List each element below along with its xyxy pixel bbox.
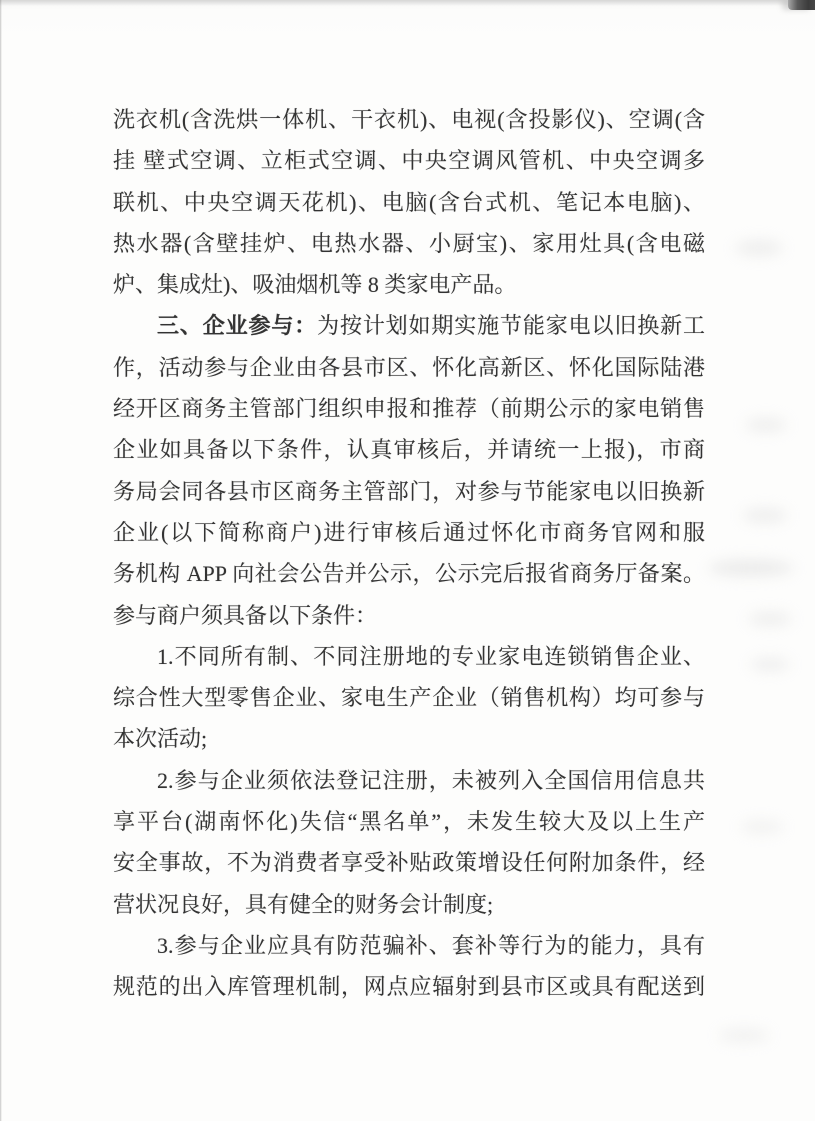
line-text: 企业(以下简称商户)进行审核后通过怀化市商务官网和服	[113, 519, 705, 545]
text-line	[113, 842, 705, 883]
line-text: 务机构 APP 向社会公告并公示，公示完后报省商务厅备案。	[113, 561, 705, 587]
scan-smudge	[745, 418, 787, 432]
line-text: 综合性大型零售企业、家电生产企业（销售机构）均可参与	[113, 685, 705, 711]
line-text: 本次活动;	[113, 726, 208, 752]
text-line	[113, 471, 705, 512]
text-line	[113, 884, 705, 925]
scan-smudge	[718, 1028, 770, 1043]
line-text: 为按计划如期实施节能家电以旧换新工	[317, 313, 705, 339]
text-line	[113, 182, 705, 223]
line-text: 安全事故，不为消费者享受补贴政策增设任何附加条件，经	[113, 850, 705, 876]
line-text: 企业如具备以下条件，认真审核后，并请统一上报)，市商	[113, 437, 705, 463]
line-text: 洗衣机(含洗烘一体机、干衣机)、电视(含投影仪)、空调(含	[113, 107, 705, 132]
text-line	[113, 140, 705, 181]
line-text: 营状况良好，具有健全的财务会计制度;	[113, 891, 494, 917]
line-text: 享平台(湖南怀化)失信“黑名单”，未发生较大及以上生产	[113, 809, 705, 835]
scan-smudge	[735, 240, 783, 256]
scan-corner-artifact	[788, 0, 815, 10]
section-heading-bold: 三、企业参与：	[157, 313, 318, 339]
scan-smudge	[750, 658, 790, 671]
text-line	[113, 595, 705, 636]
text-line	[113, 966, 705, 1007]
list-item-line	[113, 636, 705, 677]
text-line	[113, 801, 705, 842]
line-text: 务局会同各县市区商务主管部门，对参与节能家电以旧换新	[113, 478, 705, 504]
text-line	[113, 553, 705, 594]
line-text: 热水器(含壁挂炉、电热水器、小厨宝)、家用灶具(含电磁	[113, 230, 705, 256]
line-text: 2.参与企业须依法登记注册，未被列入全国信用信息共	[157, 767, 705, 793]
list-item-line	[113, 760, 705, 801]
line-text: 经开区商务主管部门组织申报和推荐（前期公示的家电销售	[113, 396, 705, 422]
scan-left-edge-shadow	[0, 0, 2, 1121]
scan-smudge	[742, 508, 788, 523]
scan-smudge	[748, 612, 792, 626]
line-text: 炉、集成灶)、吸油烟机等 8 类家电产品。	[113, 272, 517, 298]
text-line	[113, 677, 705, 718]
line-text: 参与商户须具备以下条件：	[113, 602, 378, 628]
text-line	[113, 347, 705, 388]
text-line	[113, 429, 705, 470]
document-text-block	[113, 99, 705, 1008]
text-line	[113, 223, 705, 264]
line-text: 规范的出入库管理机制，网点应辐射到县市区或具有配送到	[113, 974, 705, 1000]
scan-smudge	[708, 560, 794, 576]
scan-smudge	[740, 820, 784, 834]
line-text: 作，活动参与企业由各县市区、怀化高新区、怀化国际陆港	[113, 354, 705, 380]
line-text: 挂 壁式空调、立柜式空调、中央空调风管机、中央空调多	[113, 148, 705, 174]
scan-top-edge-shadow	[0, 0, 815, 6]
text-line	[113, 264, 705, 305]
text-line	[113, 388, 705, 429]
line-text: 联机、中央空调天花机)、电脑(含台式机、笔记本电脑)、	[113, 189, 705, 215]
text-line	[113, 718, 705, 759]
section-heading-line	[113, 305, 705, 346]
line-text: 3.参与企业应具有防范骗补、套补等行为的能力，具有	[157, 932, 705, 958]
line-text: 1.不同所有制、不同注册地的专业家电连锁销售企业、	[157, 643, 705, 669]
text-line	[113, 512, 705, 553]
text-line	[113, 99, 705, 140]
list-item-line	[113, 925, 705, 966]
